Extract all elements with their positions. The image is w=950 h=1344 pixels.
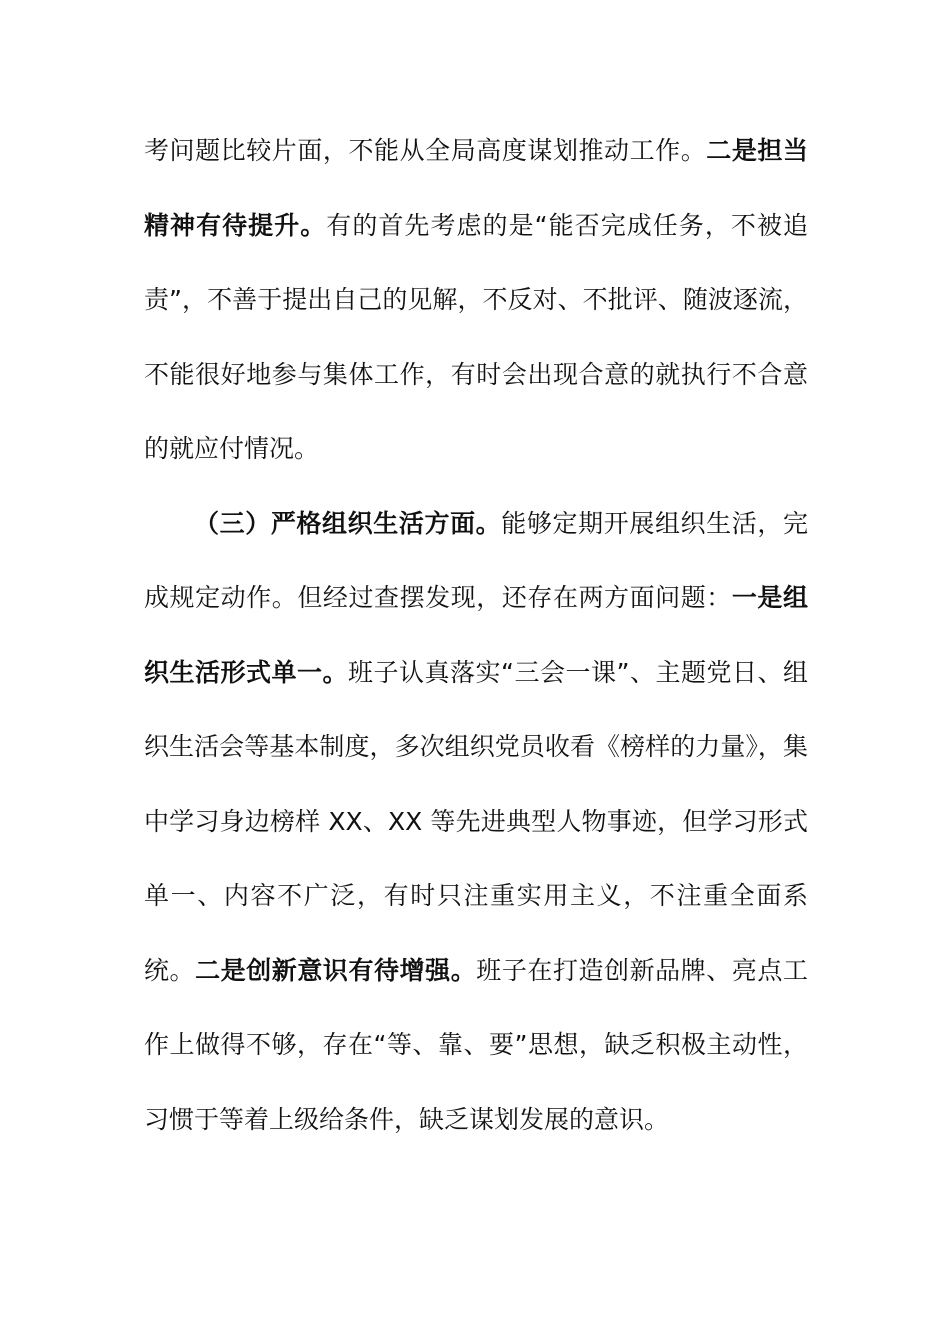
- paragraph-2-text-3: 班子在打造创新品牌、亮点工作上做得不够，存在“等、靠、要”思想，缺乏积极主动性，习惯于等着上级给条件，缺乏谋划发展的意识。: [144, 955, 808, 1134]
- paragraph-1-text-2: 有的首先考虑的是“能否完成任务，不被追责”，不善于提出自己的见解，不反对、不批评、随波逐流，不能很好地参与集体工作，有时会出现合意的就执行不合意的就应付情况。: [144, 210, 808, 463]
- paragraph-1: [144, 114, 808, 487]
- paragraph-2-bold-point-2: 二是创新意识有待增强。: [195, 955, 477, 985]
- paragraph-2: [144, 487, 808, 1158]
- section-heading: （三）严格组织生活方面。: [194, 508, 502, 538]
- paragraph-2-text-1: 能够定期开展组织生活，完成规定动作。但经过查摆发现，还存在两方面问题：: [144, 508, 808, 612]
- paragraph-1-text-1: 考问题比较片面，不能从全局高度谋划推动工作。: [144, 136, 707, 165]
- paragraph-2-text-2: 班子认真落实“三会一课”、主题党日、组织生活会等基本制度，多次组织党员收看《榜样的力量》，集中学习身边榜样 XX、XX 等先进典型人物事迹，但学习形式单一、内容不广泛，有时只注重实用主义，不注重全面系统。: [144, 657, 808, 985]
- paragraph-1-bold-heading: 二是担当精神有待提升。: [144, 136, 808, 240]
- paragraph-2-bold-point-1: 一是组织生活形式单一。: [144, 583, 808, 687]
- document-body: [144, 114, 808, 1157]
